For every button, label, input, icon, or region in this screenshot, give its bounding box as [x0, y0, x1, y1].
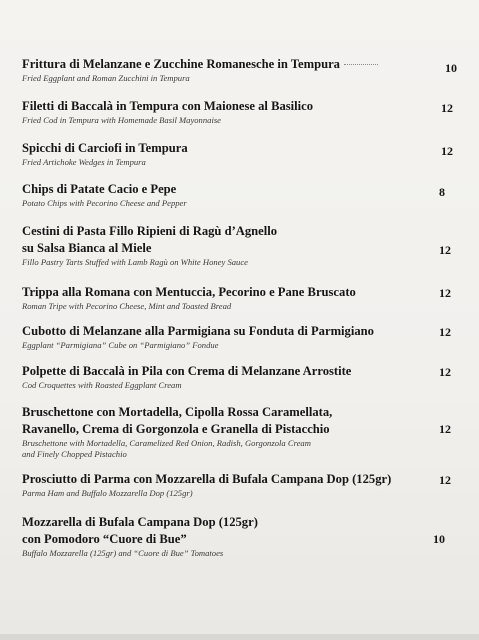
menu-item-title: Prosciutto di Parma con Mozzarella di Bufala Campana Dop (125gr) — [22, 472, 392, 486]
menu-item — [22, 140, 459, 168]
menu-item-description: Fried Cod in Tempura with Homemade Basil Mayonnaise — [22, 115, 221, 125]
menu-item-title: Frittura di Melanzane e Zucchine Romanesche in Tempura — [22, 56, 459, 73]
menu-item — [22, 181, 459, 209]
menu-item-title: Cubotto di Melanzane alla Parmigiana su Fonduta di Parmigiano — [22, 324, 374, 338]
menu-item — [22, 363, 459, 391]
menu-item — [22, 323, 459, 351]
menu-item-price: 12 — [439, 365, 451, 379]
menu-item-title: Chips di Patate Cacio e Pepe — [22, 182, 177, 196]
menu-item-title: Cestini di Pasta Fillo Ripieni di Ragù d’Agnello — [22, 224, 278, 238]
menu-item-title: con Pomodoro “Cuore di Bue” — [22, 532, 187, 546]
menu-item-title: su Salsa Bianca al Miele — [22, 241, 152, 255]
menu-item — [22, 223, 459, 268]
menu-item-price: 8 — [439, 185, 445, 199]
menu-item-price: 12 — [439, 422, 451, 436]
menu-item-description: Fried Artichoke Wedges in Tempura — [22, 157, 146, 167]
menu-item-price: 12 — [439, 325, 451, 339]
menu-item-title: Filetti di Baccalà in Tempura con Maionese al Basilico — [22, 99, 314, 113]
menu-item-title: Mozzarella di Bufala Campana Dop (125gr) — [22, 515, 258, 529]
menu-item-description: Fillo Pastry Tarts Stuffed with Lamb Ragù on White Honey Sauce — [22, 257, 248, 267]
menu-item — [22, 284, 459, 312]
menu-item-price: 12 — [441, 144, 453, 158]
menu-item-description: Bruschettone with Mortadella, Caramelized Red Onion, Radish, Gorgonzola Cream — [22, 438, 311, 448]
menu-item-price: 10 — [433, 532, 445, 546]
menu-item-description: Potato Chips with Pecorino Cheese and Pepper — [22, 198, 187, 208]
menu-item-title: Bruschettone con Mortadella, Cipolla Rossa Caramellata, — [22, 405, 333, 419]
menu-item-description: and Finely Chopped Pistachio — [22, 449, 127, 459]
menu-item-title: Polpette di Baccalà in Pila con Crema di Melanzane Arrostite — [22, 364, 352, 378]
page-bottom-edge — [0, 634, 479, 640]
menu-item — [22, 514, 459, 559]
dot-leader — [344, 64, 378, 65]
menu-item-price: 12 — [439, 473, 451, 487]
menu-item-description: Roman Tripe with Pecorino Cheese, Mint and Toasted Bread — [22, 301, 232, 311]
menu-item — [22, 404, 459, 460]
menu-item-description: Cod Croquettes with Roasted Eggplant Cream — [22, 380, 182, 390]
menu-item-title: Ravanello, Crema di Gorgonzola e Granella di Pistacchio — [22, 422, 330, 436]
menu-item-description: Buffalo Mozzarella (125gr) and “Cuore di Bue” Tomatoes — [22, 548, 224, 558]
menu-item-description: Eggplant “Parmigiana” Cube on “Parmigiano” Fondue — [22, 340, 219, 350]
menu-item-title: Spicchi di Carciofi in Tempura — [22, 141, 188, 155]
menu-item-price: 12 — [439, 286, 451, 300]
menu-item-price: 12 — [439, 243, 451, 257]
menu-item-description: Parma Ham and Buffalo Mozzarella Dop (125gr) — [22, 488, 193, 498]
menu-item — [22, 471, 459, 499]
menu-item-price: 10 — [445, 61, 457, 75]
menu-item-description: Fried Eggplant and Roman Zucchini in Tempura — [22, 73, 190, 83]
menu-item — [22, 98, 459, 126]
menu-item — [22, 56, 459, 84]
menu-item-title: Trippa alla Romana con Mentuccia, Pecorino e Pane Bruscato — [22, 285, 356, 299]
menu-item-price: 12 — [441, 101, 453, 115]
